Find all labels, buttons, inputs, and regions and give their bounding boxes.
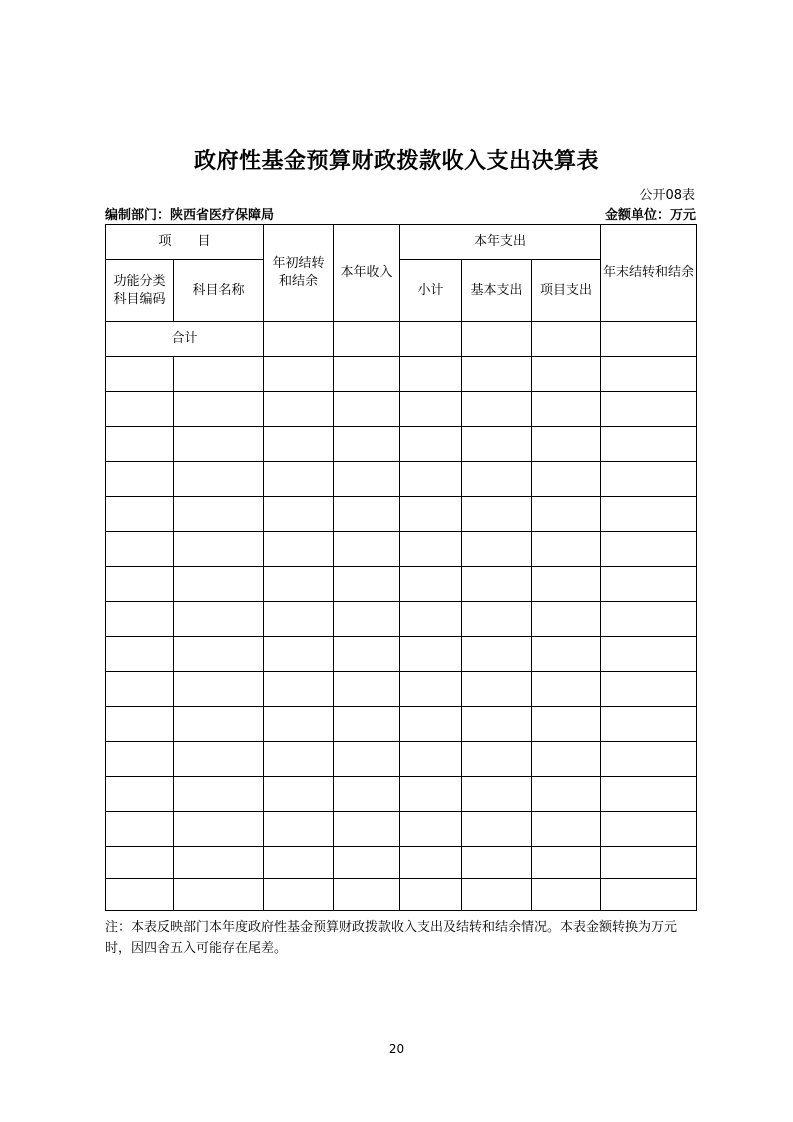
amount-unit-label: 金额单位：万元 [604,208,696,223]
meta-row [105,204,696,222]
table-cell [532,462,601,497]
table-cell [264,567,334,602]
header-begin-balance: 年初结转和结余 [264,225,334,322]
table-cell [532,532,601,567]
table-cell [601,532,697,567]
header-subtotal: 小计 [400,260,462,322]
header-basic-expense: 基本支出 [462,260,532,322]
table-cell [264,847,334,879]
table-cell [532,812,601,847]
table-cell [264,742,334,777]
table-cell [400,777,462,812]
budget-table [105,224,697,911]
table-cell [106,777,174,812]
table-header [106,225,697,357]
table-cell [264,392,334,427]
total-cell [334,322,400,357]
table-cell [532,392,601,427]
table-cell [174,462,264,497]
table-cell [264,637,334,672]
table-cell [334,427,400,462]
table-cell [334,672,400,707]
table-cell [601,847,697,879]
table-cell [400,602,462,637]
table-cell [400,879,462,911]
table-cell [601,567,697,602]
total-row [106,322,697,357]
table-cell [106,707,174,742]
table-cell [264,707,334,742]
table-cell [532,879,601,911]
table-cell [601,672,697,707]
table-cell [106,567,174,602]
table-cell [106,637,174,672]
table-cell [106,742,174,777]
table-cell [106,602,174,637]
table-cell [334,497,400,532]
table-cell [174,602,264,637]
table-cell [601,777,697,812]
table-row [106,602,697,637]
table-cell [462,847,532,879]
header-current-income: 本年收入 [334,225,400,322]
table-cell [462,497,532,532]
header-end-balance: 年末结转和结余 [601,225,697,322]
table-cell [174,847,264,879]
table-cell [400,847,462,879]
table-row [106,532,697,567]
header-subject-name: 科目名称 [174,260,264,322]
table-cell [334,637,400,672]
table-cell [462,812,532,847]
table-body [106,357,697,911]
table-row [106,707,697,742]
table-cell [106,462,174,497]
table-cell [532,707,601,742]
table-cell [264,812,334,847]
document-title: 政府性基金预算财政拨款收入支出决算表 [193,148,599,174]
table-cell [106,497,174,532]
table-cell [462,532,532,567]
table-cell [264,462,334,497]
table-cell [400,497,462,532]
table-cell [264,777,334,812]
table-cell [532,427,601,462]
table-cell [601,602,697,637]
table-cell [400,637,462,672]
table-cell [400,567,462,602]
table-cell [334,742,400,777]
table-cell [532,742,601,777]
total-cell [462,322,532,357]
table-cell [174,532,264,567]
compiling-unit-label: 编制部门：陕西省医疗保障局 [105,208,275,223]
table-cell [462,637,532,672]
table-row [106,567,697,602]
table-cell [601,637,697,672]
table-cell [532,567,601,602]
total-cell [601,322,697,357]
table-row [106,879,697,911]
table-note: 注：本表反映部门本年度政府性基金预算财政拨款收入支出及结转和结余情况。本表金额转换为万元时，因四舍五入可能存在尾差。 [105,920,678,956]
table-cell [174,357,264,392]
table-row [106,637,697,672]
table-row [106,812,697,847]
header-row-1 [106,225,697,260]
table-cell [601,879,697,911]
total-label: 合计 [106,322,264,357]
table-cell [462,357,532,392]
table-cell [174,879,264,911]
table-cell [601,812,697,847]
table-cell [174,567,264,602]
table-cell [462,602,532,637]
table-cell [106,427,174,462]
table-cell [106,812,174,847]
table-cell [601,462,697,497]
table-cell [106,672,174,707]
table-cell [462,462,532,497]
table-cell [174,777,264,812]
table-cell [400,357,462,392]
header-current-expense: 本年支出 [400,225,601,260]
table-cell [532,357,601,392]
table-cell [601,357,697,392]
table-cell [400,392,462,427]
table-cell [532,637,601,672]
table-cell [462,392,532,427]
table-cell [400,427,462,462]
table-row [106,497,697,532]
table-cell [601,427,697,462]
table-cell [334,462,400,497]
table-cell [174,672,264,707]
table-cell [334,567,400,602]
table-cell [334,812,400,847]
table-cell [106,879,174,911]
table-cell [174,637,264,672]
total-cell [264,322,334,357]
table-cell [400,462,462,497]
table-cell [174,427,264,462]
table-cell [334,847,400,879]
table-cell [400,707,462,742]
table-cell [174,812,264,847]
table-row [106,392,697,427]
table-cell [174,497,264,532]
table-cell [174,742,264,777]
table-cell [601,392,697,427]
table-cell [601,742,697,777]
header-project-expense: 项目支出 [532,260,601,322]
table-cell [400,672,462,707]
table-cell [462,707,532,742]
table-cell [400,742,462,777]
table-cell [462,427,532,462]
table-cell [264,602,334,637]
table-cell [334,879,400,911]
table-cell [106,357,174,392]
table-row [106,742,697,777]
table-cell [334,357,400,392]
table-row [106,777,697,812]
table-cell [462,567,532,602]
table-cell [400,532,462,567]
form-code: 公开08表 [639,188,695,203]
table-cell [601,497,697,532]
table-cell [334,392,400,427]
table-cell [532,672,601,707]
table-cell [264,672,334,707]
table-cell [106,847,174,879]
table-row [106,462,697,497]
table-cell [532,777,601,812]
table-cell [264,497,334,532]
table-cell [462,879,532,911]
table-row [106,847,697,879]
table-cell [532,847,601,879]
table-cell [264,879,334,911]
table-cell [334,707,400,742]
table-cell [106,392,174,427]
table-cell [462,742,532,777]
table-cell [532,602,601,637]
table-cell [462,777,532,812]
table-cell [400,812,462,847]
total-cell [400,322,462,357]
table-cell [601,707,697,742]
table-cell [462,672,532,707]
table-cell [532,497,601,532]
table-cell [174,392,264,427]
table-row [106,672,697,707]
header-func-code: 功能分类科目编码 [106,260,174,322]
total-cell [532,322,601,357]
table-cell [334,602,400,637]
page-number: 20 [388,1042,405,1056]
table-cell [264,427,334,462]
table-row [106,427,697,462]
table-cell [174,707,264,742]
table-cell [334,777,400,812]
table-cell [106,532,174,567]
table-cell [264,532,334,567]
table-cell [264,357,334,392]
header-item: 项 目 [106,225,264,260]
table-row [106,357,697,392]
table-cell [334,532,400,567]
